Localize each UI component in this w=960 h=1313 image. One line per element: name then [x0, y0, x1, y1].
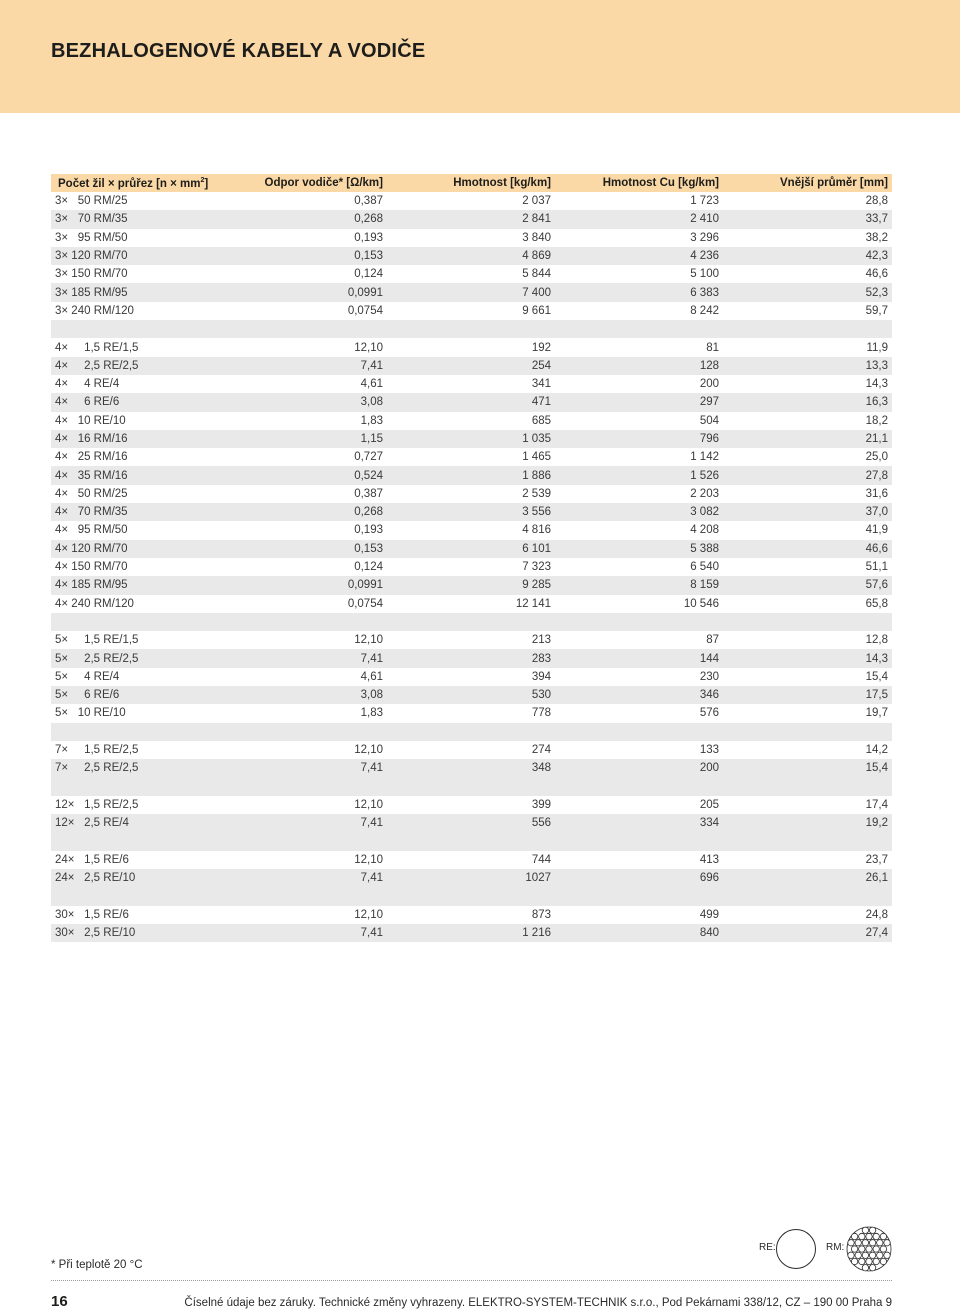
header-cores-text: Počet žil × průřez [n × mm: [58, 177, 201, 190]
cell-resistance: 12,10: [354, 798, 383, 811]
cell-outer-diameter: 57,6: [723, 576, 892, 594]
cell-weight-cu: 8 159: [555, 576, 723, 594]
strand-wire: [851, 1246, 857, 1252]
cell-weight: 348: [387, 759, 555, 777]
cell-cores-cross-section: 4× 185 RM/95: [51, 576, 256, 594]
strand-wire: [851, 1258, 857, 1264]
cell-cores-cross-section: 4× 70 RM/35: [51, 503, 256, 521]
cell-weight: 9 285: [387, 576, 555, 594]
cell-weight-cu: 1 526: [555, 466, 723, 484]
cell-resistance: 12,10: [354, 853, 383, 866]
group-separator-row: [51, 778, 892, 796]
table-row: [51, 851, 892, 869]
cell-weight-cu: 81: [706, 341, 719, 354]
cell-weight-cu: 840: [555, 924, 723, 942]
table-row: [51, 302, 892, 320]
cable-spec-table: [51, 174, 892, 942]
table-row: [51, 412, 892, 430]
cell-weight: 4 869: [387, 247, 555, 265]
table-row: [51, 595, 892, 613]
cell-weight-cu: 8 242: [690, 304, 719, 317]
cell-weight-cu: 334: [555, 814, 723, 832]
cell-outer-diameter: 65,8: [865, 597, 888, 610]
cell-cores-cross-section: 4× 50 RM/25: [55, 487, 128, 500]
strand-wire: [851, 1233, 857, 1239]
table-row: [51, 375, 892, 393]
cell-outer-diameter: 31,6: [865, 487, 888, 500]
cell-cores-cross-section: 3× 120 RM/70: [51, 247, 256, 265]
table-row: [51, 796, 892, 814]
cell-outer-diameter: 25,0: [865, 451, 888, 464]
cell-resistance: 0,193: [354, 524, 383, 537]
cell-weight: 1 465: [522, 451, 551, 464]
header-weight-cu: Hmotnost Cu [kg/km]: [555, 174, 723, 192]
strand-wire: [873, 1258, 879, 1264]
cell-weight-cu: 3 082: [555, 503, 723, 521]
cell-weight-cu: 1 142: [690, 451, 719, 464]
cell-weight-cu: 128: [555, 357, 723, 375]
table-row: [51, 247, 892, 265]
cell-cores-cross-section: 4× 120 RM/70: [51, 540, 256, 558]
cell-resistance: 7,41: [256, 649, 387, 667]
cell-weight: 530: [387, 686, 555, 704]
cell-cores-cross-section: 12× 2,5 RE/4: [51, 814, 256, 832]
header-cores-close: ]: [204, 177, 209, 190]
cell-weight: 1 035: [387, 430, 555, 448]
table-row: [51, 906, 892, 924]
table-row: [51, 576, 892, 594]
cell-weight: 283: [387, 649, 555, 667]
table-row: [51, 540, 892, 558]
cell-resistance: 0,0754: [347, 304, 383, 317]
cell-weight: 778: [531, 707, 551, 720]
cell-resistance: 0,124: [354, 268, 383, 281]
cell-weight: 254: [387, 357, 555, 375]
cell-weight: 6 101: [387, 540, 555, 558]
cell-resistance: 0,387: [354, 487, 383, 500]
cell-weight-cu: 297: [555, 393, 723, 411]
cell-resistance: 0,0754: [347, 597, 383, 610]
group-separator-cell: [51, 320, 892, 338]
cell-weight-cu: 5 100: [690, 268, 719, 281]
cell-resistance: 0,153: [256, 247, 387, 265]
cell-weight-cu: 87: [706, 634, 719, 647]
cell-outer-diameter: 14,2: [865, 744, 888, 757]
group-separator-row: [51, 320, 892, 338]
group-separator-cell: [51, 778, 892, 796]
table-row: [51, 466, 892, 484]
stranded-conductor-icon: [846, 1226, 892, 1272]
cell-cores-cross-section: 4× 2,5 RE/2,5: [51, 357, 256, 375]
cell-weight-cu: 696: [555, 869, 723, 887]
cell-cores-cross-section: 4× 25 RM/16: [55, 451, 128, 464]
cell-cores-cross-section: 3× 150 RM/70: [55, 268, 128, 281]
table-row: [51, 448, 892, 466]
cell-resistance: 1,83: [360, 707, 383, 720]
strand-wire: [859, 1258, 865, 1264]
cell-cores-cross-section: 3× 95 RM/50: [55, 231, 128, 244]
cell-resistance: 12,10: [354, 908, 383, 921]
legend-rm-label: RM:: [826, 1242, 845, 1253]
cell-weight: 471: [387, 393, 555, 411]
group-separator-row: [51, 887, 892, 905]
table-row: [51, 265, 892, 283]
table-row: [51, 814, 892, 832]
cell-weight: 5 844: [522, 268, 551, 281]
cell-weight-cu: 205: [699, 798, 719, 811]
cell-cores-cross-section: 5× 10 RE/10: [55, 707, 126, 720]
cell-weight: 744: [531, 853, 551, 866]
cell-cores-cross-section: 24× 2,5 RE/10: [51, 869, 256, 887]
table-row: [51, 192, 892, 210]
cell-outer-diameter: 24,8: [865, 908, 888, 921]
strand-wire: [862, 1240, 868, 1246]
strand-wire: [880, 1233, 886, 1239]
cell-weight-cu: 2 410: [555, 210, 723, 228]
strand-wire: [884, 1252, 890, 1258]
cell-weight-cu: 3 296: [690, 231, 719, 244]
cell-resistance: 3,08: [256, 686, 387, 704]
table-header-row: [51, 174, 892, 192]
cell-weight-cu: 576: [699, 707, 719, 720]
cell-outer-diameter: 28,8: [865, 195, 888, 208]
cell-outer-diameter: 46,6: [865, 268, 888, 281]
strand-wire: [848, 1240, 854, 1246]
cell-cores-cross-section: 5× 2,5 RE/2,5: [51, 649, 256, 667]
cell-weight: 192: [531, 341, 551, 354]
cell-cores-cross-section: 3× 50 RM/25: [55, 195, 128, 208]
cell-weight: 1 886: [387, 466, 555, 484]
table-row: [51, 521, 892, 539]
cell-resistance: 0,524: [256, 466, 387, 484]
cell-cores-cross-section: 3× 70 RM/35: [51, 210, 256, 228]
page-title: BEZHALOGENOVÉ KABELY A VODIČE: [51, 40, 426, 62]
header-weight: Hmotnost [kg/km]: [387, 174, 555, 192]
table-row: [51, 924, 892, 942]
table-row: [51, 631, 892, 649]
cell-outer-diameter: 51,1: [865, 561, 888, 574]
table-row: [51, 704, 892, 722]
group-separator-row: [51, 723, 892, 741]
cell-weight-cu: 144: [555, 649, 723, 667]
cell-weight: 399: [531, 798, 551, 811]
cell-resistance: 0,268: [256, 210, 387, 228]
strand-wire: [880, 1246, 886, 1252]
header-resistance: Odpor vodiče* [Ω/km]: [256, 174, 387, 192]
cell-outer-diameter: 14,3: [865, 378, 888, 391]
cell-cores-cross-section: 4× 240 RM/120: [55, 597, 134, 610]
footer-disclaimer: Číselné údaje bez záruky. Technické změny vyhrazeny. ELEKTRO-SYSTEM-TECHNIK s.r.o., Pod Pekárnami 338/12, CZ – 190 00 Praha 9: [184, 1297, 892, 1309]
group-separator-cell: [51, 887, 892, 905]
cell-resistance: 0,0991: [256, 283, 387, 301]
strand-wire: [873, 1233, 879, 1239]
strand-wire: [869, 1252, 875, 1258]
cell-resistance: 4,61: [360, 378, 383, 391]
cell-cores-cross-section: 12× 1,5 RE/2,5: [55, 798, 139, 811]
cell-cores-cross-section: 4× 6 RE/6: [51, 393, 256, 411]
cell-weight-cu: 230: [699, 670, 719, 683]
cell-weight-cu: 10 546: [683, 597, 719, 610]
cell-resistance: 7,41: [256, 357, 387, 375]
cell-outer-diameter: 38,2: [865, 231, 888, 244]
cell-weight-cu: 796: [555, 430, 723, 448]
cell-weight-cu: 133: [699, 744, 719, 757]
cell-outer-diameter: 11,9: [866, 341, 888, 354]
cell-resistance: 4,61: [360, 670, 383, 683]
table-row: [51, 357, 892, 375]
cell-outer-diameter: 59,7: [865, 304, 888, 317]
header-cores-cross-section: [51, 174, 256, 192]
cell-cores-cross-section: 7× 1,5 RE/2,5: [55, 744, 139, 757]
table-row: [51, 869, 892, 887]
cell-weight: 556: [387, 814, 555, 832]
strand-wire: [877, 1252, 883, 1258]
strand-wire: [859, 1233, 865, 1239]
cell-outer-diameter: 21,1: [723, 430, 892, 448]
cell-outer-diameter: 33,7: [723, 210, 892, 228]
table-row: [51, 686, 892, 704]
table-row: [51, 229, 892, 247]
cell-resistance: 0,193: [354, 231, 383, 244]
page-number: 16: [51, 1293, 68, 1310]
cell-weight-cu: 499: [699, 908, 719, 921]
group-separator-cell: [51, 723, 892, 741]
cell-resistance: 0,387: [354, 195, 383, 208]
cell-outer-diameter: 15,4: [865, 670, 888, 683]
cell-outer-diameter: 18,2: [865, 414, 888, 427]
cell-weight: 12 141: [515, 597, 551, 610]
strand-wire: [859, 1246, 865, 1252]
cell-outer-diameter: 41,9: [865, 524, 888, 537]
cell-weight: 3 556: [387, 503, 555, 521]
cell-cores-cross-section: 3× 185 RM/95: [51, 283, 256, 301]
cell-outer-diameter: 52,3: [723, 283, 892, 301]
group-separator-row: [51, 613, 892, 631]
table-body: [51, 192, 892, 942]
cell-cores-cross-section: 4× 10 RE/10: [55, 414, 126, 427]
cell-weight: 341: [531, 378, 551, 391]
cell-cores-cross-section: 4× 1,5 RE/1,5: [55, 341, 139, 354]
table-row: [51, 649, 892, 667]
cell-outer-diameter: 12,8: [865, 634, 888, 647]
strand-wire: [848, 1252, 854, 1258]
cell-weight: 1027: [387, 869, 555, 887]
strand-wire: [862, 1227, 868, 1233]
cell-weight-cu: 200: [555, 759, 723, 777]
table-row: [51, 741, 892, 759]
cell-resistance: 7,41: [256, 814, 387, 832]
cell-outer-diameter: 19,2: [723, 814, 892, 832]
table-row: [51, 283, 892, 301]
table-row: [51, 338, 892, 356]
cell-cores-cross-section: 5× 1,5 RE/1,5: [55, 634, 139, 647]
strand-wire: [873, 1246, 879, 1252]
cell-weight: 274: [531, 744, 551, 757]
header-outer-diameter: Vnější průměr [mm]: [723, 174, 892, 192]
cell-resistance: 0,153: [256, 540, 387, 558]
cell-outer-diameter: 15,4: [723, 759, 892, 777]
cell-weight-cu: 4 208: [690, 524, 719, 537]
cell-resistance: 7,41: [256, 759, 387, 777]
cell-outer-diameter: 26,1: [723, 869, 892, 887]
cell-resistance: 0,268: [256, 503, 387, 521]
cell-weight-cu: 346: [555, 686, 723, 704]
cell-weight-cu: 413: [699, 853, 719, 866]
cell-cores-cross-section: 4× 95 RM/50: [55, 524, 128, 537]
cell-resistance: 0,124: [354, 561, 383, 574]
strand-wire: [884, 1240, 890, 1246]
cell-cores-cross-section: 5× 4 RE/4: [55, 670, 120, 683]
strand-wire: [855, 1252, 861, 1258]
strand-wire: [869, 1265, 875, 1271]
table-row: [51, 485, 892, 503]
cell-weight-cu: 5 388: [555, 540, 723, 558]
cell-weight-cu: 200: [699, 378, 719, 391]
cell-resistance: 12,10: [354, 744, 383, 757]
strand-wire: [866, 1258, 872, 1264]
table-row: [51, 210, 892, 228]
cell-outer-diameter: 42,3: [723, 247, 892, 265]
cell-outer-diameter: 17,5: [723, 686, 892, 704]
cell-weight-cu: 4 236: [555, 247, 723, 265]
table-row: [51, 668, 892, 686]
strand-wire: [866, 1233, 872, 1239]
strand-wire: [862, 1265, 868, 1271]
strand-wire: [855, 1240, 861, 1246]
cell-resistance: 12,10: [354, 341, 383, 354]
group-separator-cell: [51, 832, 892, 850]
cell-cores-cross-section: 5× 6 RE/6: [51, 686, 256, 704]
cell-resistance: 0,727: [354, 451, 383, 464]
cell-weight-cu: 504: [699, 414, 719, 427]
cell-weight: 2 539: [522, 487, 551, 500]
cell-cores-cross-section: 4× 150 RM/70: [55, 561, 128, 574]
cell-outer-diameter: 13,3: [723, 357, 892, 375]
table-row: [51, 393, 892, 411]
cell-cores-cross-section: 4× 35 RM/16: [51, 466, 256, 484]
strand-wire: [866, 1246, 872, 1252]
strand-wire: [880, 1258, 886, 1264]
cell-weight: 7 400: [387, 283, 555, 301]
cell-weight-cu: 6 383: [555, 283, 723, 301]
cell-outer-diameter: 17,4: [865, 798, 888, 811]
cell-weight: 9 661: [522, 304, 551, 317]
cell-outer-diameter: 14,3: [723, 649, 892, 667]
group-separator-cell: [51, 613, 892, 631]
cell-outer-diameter: 16,3: [723, 393, 892, 411]
footer-divider: [51, 1280, 892, 1281]
cell-resistance: 1,83: [360, 414, 383, 427]
cell-outer-diameter: 23,7: [865, 853, 888, 866]
table-row: [51, 503, 892, 521]
cell-cores-cross-section: 24× 1,5 RE/6: [55, 853, 129, 866]
cell-outer-diameter: 19,7: [865, 707, 888, 720]
strand-wire: [862, 1252, 868, 1258]
header-cores-sup: 2: [200, 176, 205, 184]
cell-cores-cross-section: 4× 16 RM/16: [51, 430, 256, 448]
cell-weight: 4 816: [522, 524, 551, 537]
legend-re-label: RE:: [759, 1242, 776, 1253]
cell-weight: 213: [531, 634, 551, 647]
cell-outer-diameter: 27,4: [723, 924, 892, 942]
strand-wire: [877, 1240, 883, 1246]
group-separator-row: [51, 832, 892, 850]
cell-weight: 2 037: [522, 195, 551, 208]
cell-weight-cu: 6 540: [690, 561, 719, 574]
cell-resistance: 3,08: [256, 393, 387, 411]
cell-weight: 3 840: [522, 231, 551, 244]
table-row: [51, 558, 892, 576]
cell-outer-diameter: 46,6: [723, 540, 892, 558]
cell-resistance: 7,41: [256, 924, 387, 942]
cell-cores-cross-section: 30× 1,5 RE/6: [55, 908, 129, 921]
cell-cores-cross-section: 30× 2,5 RE/10: [51, 924, 256, 942]
cell-cores-cross-section: 3× 240 RM/120: [55, 304, 134, 317]
cell-weight-cu: 1 723: [690, 195, 719, 208]
cell-outer-diameter: 37,0: [723, 503, 892, 521]
solid-conductor-circle-icon: [775, 1228, 817, 1270]
table-row: [51, 759, 892, 777]
cell-resistance: 12,10: [354, 634, 383, 647]
cell-weight: 394: [531, 670, 551, 683]
table-row: [51, 430, 892, 448]
cell-resistance: 7,41: [256, 869, 387, 887]
cell-weight-cu: 2 203: [690, 487, 719, 500]
footnote: * Při teplotě 20 °C: [51, 1259, 143, 1271]
cell-cores-cross-section: 7× 2,5 RE/2,5: [51, 759, 256, 777]
strand-wire: [869, 1227, 875, 1233]
cell-resistance: 0,0991: [256, 576, 387, 594]
strand-wire: [869, 1240, 875, 1246]
cell-outer-diameter: 27,8: [723, 466, 892, 484]
cell-weight: 873: [531, 908, 551, 921]
cell-weight: 1 216: [387, 924, 555, 942]
cell-weight: 2 841: [387, 210, 555, 228]
cell-resistance: 1,15: [256, 430, 387, 448]
cell-cores-cross-section: 4× 4 RE/4: [55, 378, 120, 391]
cell-weight: 685: [531, 414, 551, 427]
cell-weight: 7 323: [522, 561, 551, 574]
